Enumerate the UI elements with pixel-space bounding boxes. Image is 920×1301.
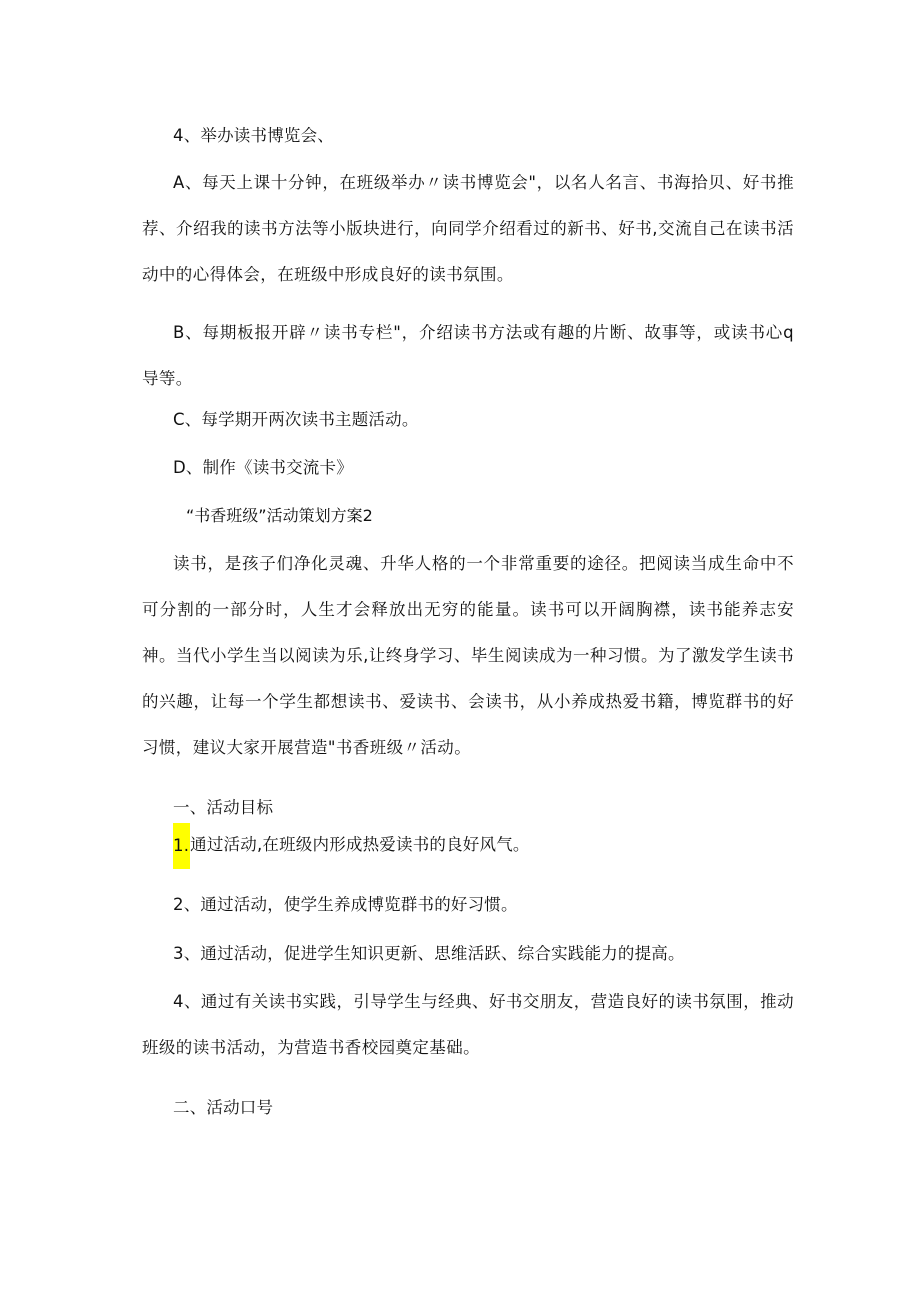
goal-item-1 — [173, 822, 530, 868]
heading-activity-slogan: 二、活动口号 — [173, 1098, 274, 1117]
paragraph-d: D、制作《读书交流卡》 — [173, 458, 353, 477]
highlighted-number: 1. — [173, 823, 190, 869]
heading-activity-goals: 一、活动目标 — [173, 798, 274, 817]
goal-item-2: 2、通过活动，使学生养成博览群书的好习惯。 — [173, 895, 518, 914]
goal-item-4: 4、通过有关读书实践，引导学生与经典、好书交朋友，营造良好的读书氛围，推动班级的读书活动，为营造书香校园奠定基础。 — [142, 992, 794, 1057]
paragraph-b: B、每期板报开辟〃读书专栏"，介绍读书方法或有趣的片断、故事等，或读书心q导等。 — [142, 323, 794, 388]
goal-item-3: 3、通过活动，促进学生知识更新、思维活跃、综合实践能力的提高。 — [173, 944, 685, 963]
paragraph-a: A、每天上课十分钟，在班级举办〃读书博览会"，以名人名言、书海拾贝、好书推荐、介绍我的读书方法等小版块进行，向同学介绍看过的新书、好书,交流自己在读书活动中的心得体会，在班级中形成良好的读书氛围。 — [142, 173, 794, 284]
paragraph-item-4: 4、举办读书博览会、 — [173, 126, 334, 145]
intro-paragraph: 读书，是孩子们净化灵魂、升华人格的一个非常重要的途径。把阅读当成生命中不可分割的一部分时，人生才会释放出无穷的能量。读书可以开阔胸襟，读书能养志安神。当代小学生当以阅读为乐,让终身学习、毕生阅读成为一种习惯。为了激发学生读书的兴趣，让每一个学生都想读书、爱读书、会读书，从小养成热爱书籍，博览群书的好习惯，建议大家开展营造"书香班级〃活动。 — [142, 554, 794, 757]
section-title-plan-2: “书香班级”活动策划方案2 — [186, 506, 373, 525]
paragraph-c: C、每学期开两次读书主题活动。 — [173, 410, 419, 429]
goal-item-1-text: 通过活动,在班级内形成热爱读书的良好风气。 — [190, 835, 530, 854]
